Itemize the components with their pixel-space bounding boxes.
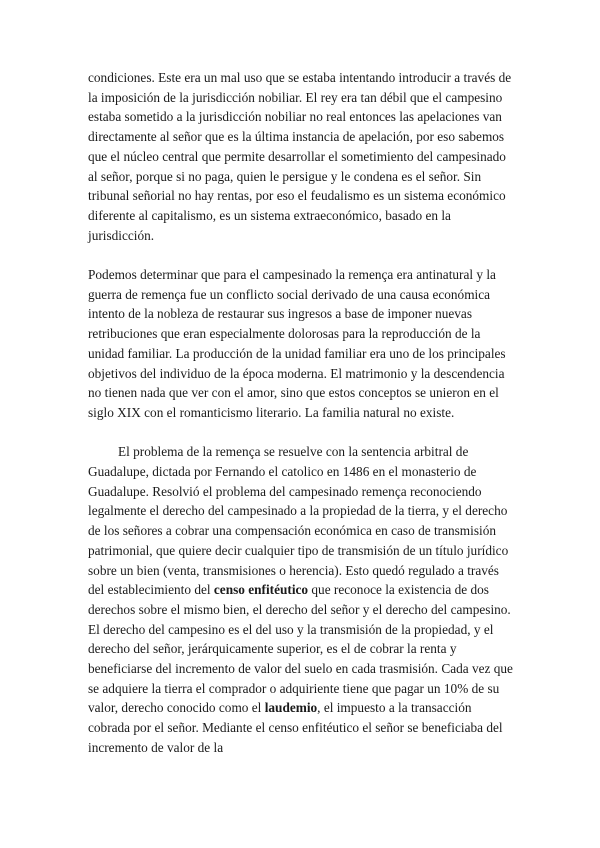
- text-segment: que reconoce la existencia de dos derechos sobre el mismo bien, el derecho del señor y el derecho del campesino. El derecho del campesino es el del uso y la transmisión de la propiedad, y el derecho del señor, jerárquicamente superior, es el de cobrar la renta y beneficiarse del incremento de valor del suelo en cada trasmisión. Cada vez que se adquiere la tierra el comprador o adquiriente tiene que pagar un 10% de su valor, derecho conocido como el: [88, 582, 513, 716]
- term-laudemio: laudemio: [264, 700, 318, 716]
- paragraph-remenca: Podemos determinar que para el campesinado la remença era antinatural y la guerra de remença fue un conflicto social derivado de una causa económica intento de la nobleza de restaurar sus ingresos a base de imponer nuevas retribuciones que eran especialmente dolorosas para la reproducción de la unidad familiar. La producción de la unidad familiar era uno de los principales objetivos del individuo de la época moderna. El matrimonio y la descendencia no tienen nada que ver con el amor, sino que estos conceptos se unieron en el siglo XIX con el romanticismo literario. La familia natural no existe.: [88, 267, 506, 420]
- term-censo-enfiteutico: censo enfitéutico: [213, 582, 309, 598]
- text-segment: , el impuesto a la transacción cobrada por el señor. Mediante el censo enfitéutico el señor se beneficiaba del incremento de valor de la: [88, 700, 503, 755]
- paragraph-sentencia-guadalupe: [88, 442, 516, 757]
- document-page: [88, 68, 516, 758]
- text-segment: El problema de la remença se resuelve con la sentencia arbitral de Guadalupe, dictada por Fernando el catolico en 1486 en el monasterio de Guadalupe. Resolvió el problema del campesinado remença reconociendo legalmente el derecho del campesinado a la propiedad de la tierra, y el derecho de los señores a cobrar una compensación económica en caso de transmisión patrimonial, que quiere decir cualquier tipo de transmisión de un título jurídico sobre un bien (venta, transmisiones o herencia). Esto quedó regulado a través del establecimiento del: [88, 444, 509, 598]
- paragraph-jurisdiccion: condiciones. Este era un mal uso que se estaba intentando introducir a través de la imposición de la jurisdicción nobiliar. El rey era tan débil que el campesino estaba sometido a la jurisdicción nobiliar no real entonces las apelaciones van directamente al señor que es la última instancia de apelación, por eso sabemos que el núcleo central que permite desarrollar el sometimiento del campesinado al señor, porque si no paga, quien le persigue y le condena es el señor. Sin tribunal señorial no hay rentas, por eso el feudalismo es un sistema económico diferente al capitalismo, es un sistema extraeconómico, basado en la jurisdicción.: [88, 70, 512, 243]
- paragraph-spacer: [88, 423, 516, 443]
- paragraph-spacer: [88, 245, 516, 265]
